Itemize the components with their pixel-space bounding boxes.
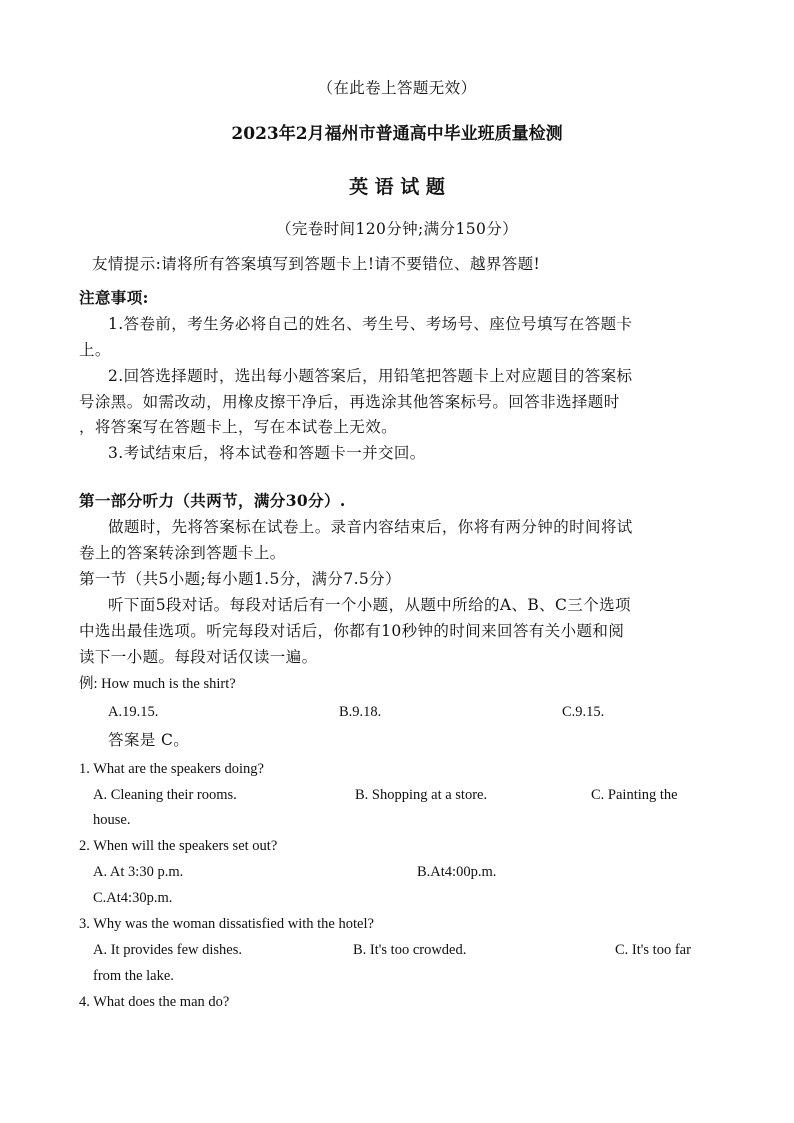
question-3-option-c: C. It's too far bbox=[615, 942, 691, 958]
section1-intro-line-2: 中选出最佳选项。听完每段对话后，你都有10秒钟的时间来回答有关小题和阅 bbox=[79, 622, 625, 640]
section1-intro-line-1: 听下面5段对话。每段对话后有一个小题，从题中所给的A、B、C三个选项 bbox=[108, 596, 631, 614]
section1-heading: 第一节（共5小题;每小题1.5分，满分7.5分） bbox=[79, 570, 401, 588]
question-4: 4. What does the man do? bbox=[79, 994, 230, 1010]
example-option-b: B.9.18. bbox=[339, 704, 382, 720]
question-1-option-c-continued: house. bbox=[93, 812, 131, 828]
note-line-3: 2.回答选择题时，选出每小题答案后，用铅笔把答题卡上对应题目的答案标 bbox=[108, 367, 633, 385]
question-3: 3. Why was the woman dissatisfied with the hotel? bbox=[79, 916, 374, 932]
example-question: 例: How much is the shirt? bbox=[79, 676, 236, 692]
question-2: 2. When will the speakers set out? bbox=[79, 838, 278, 854]
subject-title: 英 语 试 题 bbox=[349, 176, 445, 198]
question-2-option-c: C.At4:30p.m. bbox=[93, 890, 173, 906]
friendly-tip: 友情提示:请将所有答案填写到答题卡上!请不要错位、越界答题! bbox=[92, 255, 541, 273]
note-line-4: 号涂黑。如需改动，用橡皮擦干净后，再选涂其他答案标号。回答非选择题时 bbox=[79, 393, 620, 411]
invalid-answer-notice: （在此卷上答题无效） bbox=[317, 79, 477, 97]
note-line-1: 1.答卷前，考生务必将自己的姓名、考生号、考场号、座位号填写在答题卡 bbox=[108, 315, 633, 333]
note-line-2: 上。 bbox=[79, 341, 111, 359]
part1-intro-line-1: 做题时，先将答案标在试卷上。录音内容结束后，你将有两分钟的时间将试 bbox=[108, 518, 633, 536]
question-2-option-a: A. At 3:30 p.m. bbox=[93, 864, 184, 880]
question-1-option-a: A. Cleaning their rooms. bbox=[93, 787, 237, 803]
question-1: 1. What are the speakers doing? bbox=[79, 761, 264, 777]
note-line-5: ，将答案写在答题卡上，写在本试卷上无效。 bbox=[79, 418, 398, 436]
example-answer: 答案是 C。 bbox=[108, 731, 190, 749]
question-2-option-b: B.At4:00p.m. bbox=[417, 864, 497, 880]
exam-time-info: （完卷时间120分钟;满分150分） bbox=[275, 220, 519, 238]
question-3-option-c-continued: from the lake. bbox=[93, 968, 174, 984]
question-3-option-a: A. It provides few dishes. bbox=[93, 942, 243, 958]
question-1-option-b: B. Shopping at a store. bbox=[355, 787, 488, 803]
notes-heading: 注意事项: bbox=[79, 288, 149, 307]
question-1-option-c: C. Painting the bbox=[591, 787, 678, 803]
example-option-c: C.9.15. bbox=[562, 704, 605, 720]
example-option-a: A.19.15. bbox=[108, 704, 159, 720]
note-line-6: 3.考试结束后，将本试卷和答题卡一并交回。 bbox=[108, 444, 426, 462]
section1-intro-line-3: 读下一小题。每段对话仅读一遍。 bbox=[79, 648, 318, 666]
question-3-option-b: B. It's too crowded. bbox=[353, 942, 467, 958]
part1-heading: 第一部分听力（共两节，满分30分）. bbox=[79, 491, 346, 510]
exam-title: 2023年2月福州市普通高中毕业班质量检测 bbox=[231, 124, 563, 144]
part1-intro-line-2: 卷上的答案转涂到答题卡上。 bbox=[79, 544, 286, 562]
